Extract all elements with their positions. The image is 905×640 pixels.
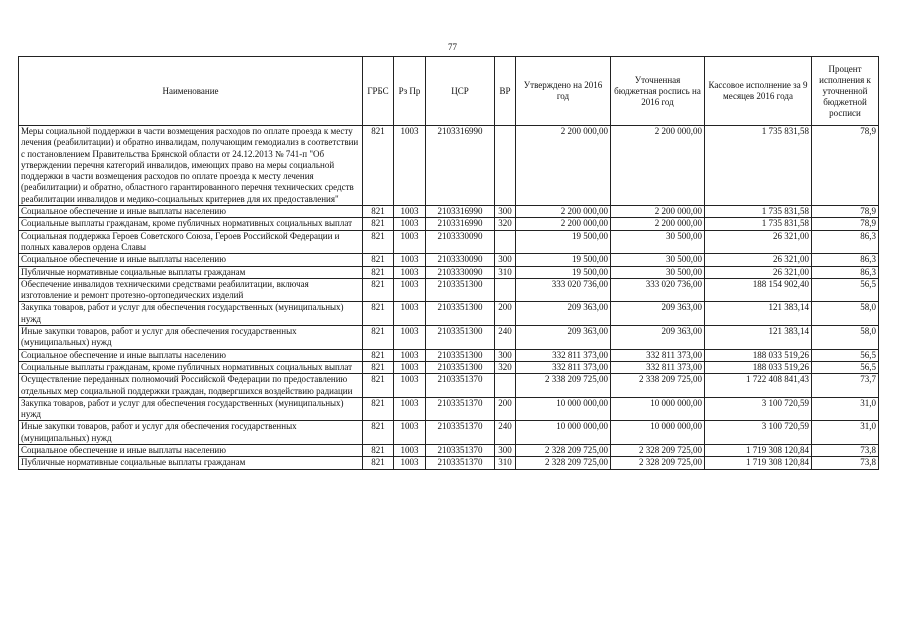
cell-name: Социальные выплаты гражданам, кроме публичных нормативных социальных выплат — [19, 218, 363, 230]
cell-grbs: 821 — [363, 266, 394, 278]
cell-approved: 19 500,00 — [516, 254, 611, 266]
cell-rzpr: 1003 — [394, 230, 426, 254]
cell-percent: 73,8 — [812, 457, 879, 469]
cell-revised: 10 000 000,00 — [611, 397, 705, 421]
cell-rzpr: 1003 — [394, 266, 426, 278]
cell-cash: 1 735 831,58 — [705, 126, 812, 206]
cell-vr: 320 — [495, 218, 516, 230]
cell-percent: 86,3 — [812, 230, 879, 254]
cell-cash: 1 722 408 841,43 — [705, 374, 812, 398]
cell-grbs: 821 — [363, 302, 394, 326]
cell-approved: 19 500,00 — [516, 230, 611, 254]
cell-percent: 73,7 — [812, 374, 879, 398]
cell-cash: 121 383,14 — [705, 302, 812, 326]
cell-rzpr: 1003 — [394, 421, 426, 445]
cell-percent: 56,5 — [812, 278, 879, 302]
cell-revised: 332 811 373,00 — [611, 349, 705, 361]
cell-revised: 209 363,00 — [611, 326, 705, 350]
cell-csr: 2103351300 — [426, 278, 495, 302]
table-row — [19, 445, 879, 457]
cell-percent: 56,5 — [812, 361, 879, 373]
cell-name: Социальные выплаты гражданам, кроме публичных нормативных социальных выплат — [19, 361, 363, 373]
cell-percent: 58,0 — [812, 302, 879, 326]
cell-name: Иные закупки товаров, работ и услуг для обеспечения государственных (муниципальных) нужд — [19, 326, 363, 350]
cell-revised: 30 500,00 — [611, 254, 705, 266]
table-row — [19, 126, 879, 206]
cell-cash: 1 735 831,58 — [705, 218, 812, 230]
cell-csr: 2103316990 — [426, 218, 495, 230]
cell-approved: 209 363,00 — [516, 302, 611, 326]
cell-vr: 200 — [495, 397, 516, 421]
cell-revised: 2 200 000,00 — [611, 126, 705, 206]
cell-grbs: 821 — [363, 361, 394, 373]
cell-vr: 300 — [495, 445, 516, 457]
cell-vr: 300 — [495, 254, 516, 266]
cell-grbs: 821 — [363, 397, 394, 421]
cell-grbs: 821 — [363, 126, 394, 206]
cell-vr: 310 — [495, 266, 516, 278]
cell-name: Социальная поддержка Героев Советского Союза, Героев Российской Федерации и полных кавалеров ордена Славы — [19, 230, 363, 254]
cell-rzpr: 1003 — [394, 397, 426, 421]
cell-cash: 188 154 902,40 — [705, 278, 812, 302]
header-rzpr: Рз Пр — [394, 57, 426, 126]
cell-approved: 2 338 209 725,00 — [516, 374, 611, 398]
cell-name: Социальное обеспечение и иные выплаты населению — [19, 445, 363, 457]
table-row — [19, 326, 879, 350]
cell-approved: 332 811 373,00 — [516, 349, 611, 361]
cell-approved: 2 200 000,00 — [516, 218, 611, 230]
cell-revised: 333 020 736,00 — [611, 278, 705, 302]
header-revised: Уточненная бюджетная роспись на 2016 год — [611, 57, 705, 126]
cell-approved: 2 328 209 725,00 — [516, 445, 611, 457]
cell-percent: 31,0 — [812, 397, 879, 421]
header-csr: ЦСР — [426, 57, 495, 126]
cell-rzpr: 1003 — [394, 457, 426, 469]
cell-name: Осуществление переданных полномочий Российской Федерации по предоставлению отдельных мер социальной поддержки граждан, подвергшихся воздействию радиации — [19, 374, 363, 398]
cell-vr — [495, 278, 516, 302]
cell-revised: 209 363,00 — [611, 302, 705, 326]
cell-grbs: 821 — [363, 278, 394, 302]
cell-rzpr: 1003 — [394, 445, 426, 457]
cell-cash: 1 719 308 120,84 — [705, 445, 812, 457]
cell-cash: 3 100 720,59 — [705, 421, 812, 445]
page-number: 77 — [448, 42, 457, 52]
cell-rzpr: 1003 — [394, 206, 426, 218]
cell-rzpr: 1003 — [394, 302, 426, 326]
cell-percent: 86,3 — [812, 254, 879, 266]
header-row — [19, 57, 879, 126]
cell-cash: 1 719 308 120,84 — [705, 457, 812, 469]
cell-cash: 188 033 519,26 — [705, 349, 812, 361]
table-row — [19, 457, 879, 469]
header-cash: Кассовое исполнение за 9 месяцев 2016 года — [705, 57, 812, 126]
table-row — [19, 266, 879, 278]
cell-name: Публичные нормативные социальные выплаты гражданам — [19, 266, 363, 278]
cell-percent: 31,0 — [812, 421, 879, 445]
cell-cash: 26 321,00 — [705, 254, 812, 266]
cell-name: Социальное обеспечение и иные выплаты населению — [19, 254, 363, 266]
cell-csr: 2103351300 — [426, 349, 495, 361]
cell-name: Закупка товаров, работ и услуг для обеспечения государственных (муниципальных) нужд — [19, 397, 363, 421]
table-body — [19, 126, 879, 470]
cell-cash: 3 100 720,59 — [705, 397, 812, 421]
cell-csr: 2103351370 — [426, 421, 495, 445]
cell-name: Обеспечение инвалидов техническими средствами реабилитации, включая изготовление и ремонт протезно-ортопедических изделий — [19, 278, 363, 302]
cell-csr: 2103316990 — [426, 126, 495, 206]
cell-grbs: 821 — [363, 254, 394, 266]
cell-csr: 2103351300 — [426, 302, 495, 326]
cell-rzpr: 1003 — [394, 326, 426, 350]
cell-revised: 2 200 000,00 — [611, 206, 705, 218]
header-vr: ВР — [495, 57, 516, 126]
cell-name: Иные закупки товаров, работ и услуг для обеспечения государственных (муниципальных) нужд — [19, 421, 363, 445]
table-row — [19, 349, 879, 361]
table-row — [19, 361, 879, 373]
cell-vr: 240 — [495, 421, 516, 445]
cell-csr: 2103351370 — [426, 457, 495, 469]
cell-revised: 10 000 000,00 — [611, 421, 705, 445]
cell-csr: 2103351370 — [426, 445, 495, 457]
table-row — [19, 397, 879, 421]
table-row — [19, 218, 879, 230]
cell-revised: 2 338 209 725,00 — [611, 374, 705, 398]
header-name: Наименование — [19, 57, 363, 126]
cell-revised: 2 328 209 725,00 — [611, 457, 705, 469]
cell-name: Закупка товаров, работ и услуг для обеспечения государственных (муниципальных) нужд — [19, 302, 363, 326]
cell-grbs: 821 — [363, 218, 394, 230]
budget-execution-table — [18, 56, 879, 470]
cell-approved: 10 000 000,00 — [516, 421, 611, 445]
cell-csr: 2103330090 — [426, 230, 495, 254]
cell-csr: 2103330090 — [426, 254, 495, 266]
cell-percent: 56,5 — [812, 349, 879, 361]
header-grbs: ГРБС — [363, 57, 394, 126]
cell-approved: 2 200 000,00 — [516, 126, 611, 206]
cell-approved: 2 200 000,00 — [516, 206, 611, 218]
cell-csr: 2103351370 — [426, 374, 495, 398]
table-row — [19, 421, 879, 445]
cell-vr — [495, 126, 516, 206]
cell-rzpr: 1003 — [394, 254, 426, 266]
cell-rzpr: 1003 — [394, 218, 426, 230]
table-row — [19, 254, 879, 266]
cell-grbs: 821 — [363, 421, 394, 445]
cell-grbs: 821 — [363, 230, 394, 254]
cell-rzpr: 1003 — [394, 374, 426, 398]
cell-grbs: 821 — [363, 326, 394, 350]
cell-percent: 73,8 — [812, 445, 879, 457]
cell-percent: 78,9 — [812, 126, 879, 206]
cell-name: Публичные нормативные социальные выплаты гражданам — [19, 457, 363, 469]
cell-approved: 19 500,00 — [516, 266, 611, 278]
cell-approved: 10 000 000,00 — [516, 397, 611, 421]
cell-vr: 300 — [495, 206, 516, 218]
cell-csr: 2103351300 — [426, 326, 495, 350]
cell-approved: 2 328 209 725,00 — [516, 457, 611, 469]
cell-grbs: 821 — [363, 374, 394, 398]
cell-name: Меры социальной поддержки в части возмещения расходов по оплате проезда к месту лечения (реабилитации) и обратно инвалидам, получающим гемодиализ в соответствии с постановлением Правительства Брянской области от 24.12.2013 № 741-п "Об утверждении перечня категорий инвалидов, имеющих право на меры социальной поддержки в части возмещения расходов по оплате проезда к месту лечения (реабилитации) и обратно, областного гарантированного перечня технических средств реабилитации инвалидов и медико-социальных критериев для их предоставления" — [19, 126, 363, 206]
cell-csr: 2103351300 — [426, 361, 495, 373]
cell-percent: 86,3 — [812, 266, 879, 278]
table-row — [19, 230, 879, 254]
cell-rzpr: 1003 — [394, 126, 426, 206]
cell-vr: 320 — [495, 361, 516, 373]
cell-grbs: 821 — [363, 349, 394, 361]
cell-percent: 78,9 — [812, 218, 879, 230]
cell-vr: 310 — [495, 457, 516, 469]
cell-approved: 333 020 736,00 — [516, 278, 611, 302]
cell-approved: 209 363,00 — [516, 326, 611, 350]
cell-vr — [495, 374, 516, 398]
cell-percent: 78,9 — [812, 206, 879, 218]
table-row — [19, 206, 879, 218]
cell-vr — [495, 230, 516, 254]
cell-revised: 30 500,00 — [611, 230, 705, 254]
cell-csr: 2103330090 — [426, 266, 495, 278]
cell-cash: 121 383,14 — [705, 326, 812, 350]
cell-vr: 240 — [495, 326, 516, 350]
cell-rzpr: 1003 — [394, 361, 426, 373]
cell-vr: 200 — [495, 302, 516, 326]
cell-csr: 2103351370 — [426, 397, 495, 421]
cell-grbs: 821 — [363, 206, 394, 218]
cell-cash: 1 735 831,58 — [705, 206, 812, 218]
cell-revised: 30 500,00 — [611, 266, 705, 278]
cell-revised: 2 328 209 725,00 — [611, 445, 705, 457]
cell-name: Социальное обеспечение и иные выплаты населению — [19, 206, 363, 218]
table-row — [19, 302, 879, 326]
cell-cash: 26 321,00 — [705, 230, 812, 254]
cell-rzpr: 1003 — [394, 349, 426, 361]
cell-cash: 26 321,00 — [705, 266, 812, 278]
cell-csr: 2103316990 — [426, 206, 495, 218]
cell-cash: 188 033 519,26 — [705, 361, 812, 373]
cell-percent: 58,0 — [812, 326, 879, 350]
header-approved: Утверждено на 2016 год — [516, 57, 611, 126]
cell-grbs: 821 — [363, 457, 394, 469]
cell-grbs: 821 — [363, 445, 394, 457]
cell-rzpr: 1003 — [394, 278, 426, 302]
cell-revised: 332 811 373,00 — [611, 361, 705, 373]
cell-approved: 332 811 373,00 — [516, 361, 611, 373]
table-row — [19, 278, 879, 302]
header-percent: Процент исполнения к уточненной бюджетной росписи — [812, 57, 879, 126]
cell-revised: 2 200 000,00 — [611, 218, 705, 230]
cell-name: Социальное обеспечение и иные выплаты населению — [19, 349, 363, 361]
cell-vr: 300 — [495, 349, 516, 361]
table-row — [19, 374, 879, 398]
